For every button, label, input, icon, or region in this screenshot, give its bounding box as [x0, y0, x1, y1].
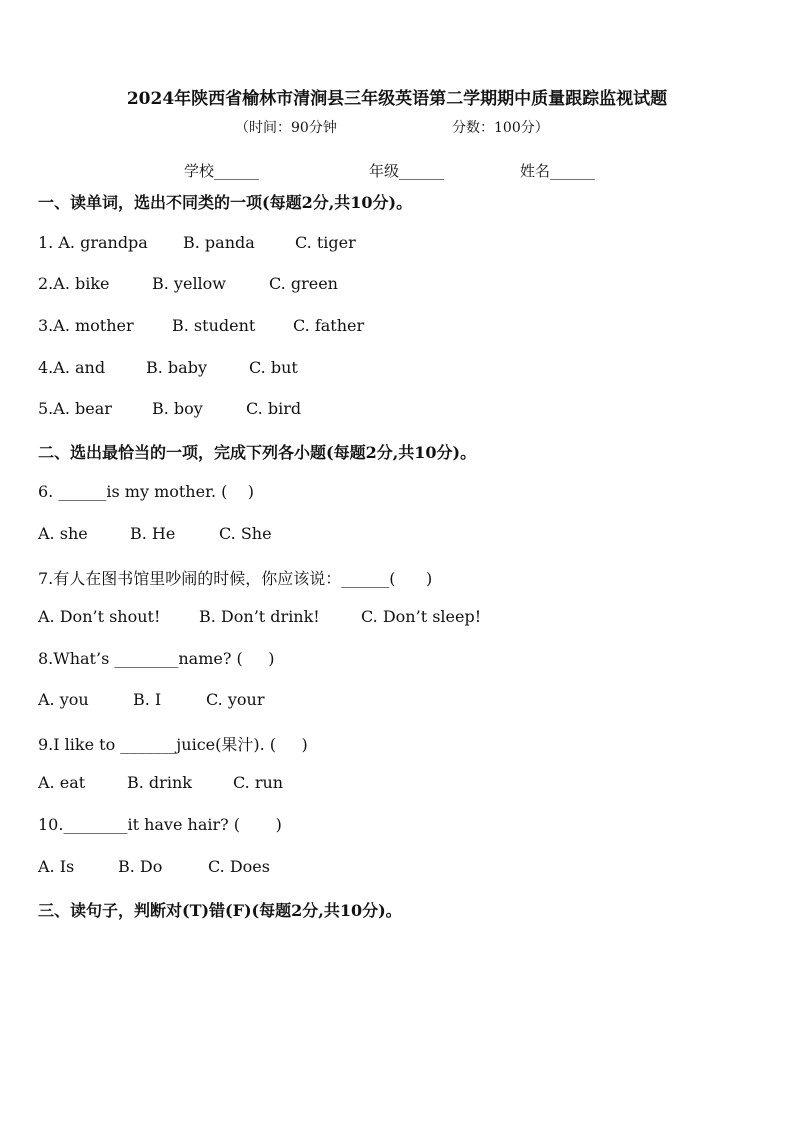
total-score: 分数：100分） — [452, 120, 549, 136]
q9-option-c: C. run — [233, 773, 284, 792]
q7-option-b: B. Don’t drink! — [199, 607, 320, 626]
section-2-heading: 二、选出最恰当的一项，完成下列各小题(每题2分,共10分)。 — [38, 443, 477, 462]
q3-option-c: C. father — [293, 316, 365, 335]
q2-option-c: C. green — [269, 274, 338, 293]
section-1-heading: 一、读单词，选出不同类的一项(每题2分,共10分)。 — [38, 193, 413, 212]
name-field: 姓名______ — [520, 162, 596, 180]
q8-option-b: B. I — [133, 690, 162, 709]
q2-option-b: B. yellow — [152, 274, 226, 293]
page-title: 2024年陕西省榆林市清涧县三年级英语第二学期期中质量跟踪监视试题 — [126, 89, 668, 109]
q10-option-b: B. Do — [118, 857, 163, 876]
q5-option-b: B. boy — [152, 399, 203, 418]
time-limit: （时间：90分钟 — [235, 120, 337, 136]
q2-option-a: 2.A. bike — [38, 274, 110, 293]
q9-option-b: B. drink — [127, 773, 192, 792]
q10-option-c: C. Does — [208, 857, 270, 876]
q7-option-c: C. Don’t sleep! — [361, 607, 482, 626]
q8-option-a: A. you — [38, 690, 89, 709]
q4-option-a: 4.A. and — [38, 358, 106, 377]
q6-option-b: B. He — [130, 524, 176, 543]
q4-option-b: B. baby — [146, 358, 207, 377]
q1-option-a: 1. A. grandpa — [38, 233, 148, 252]
q7-question: 7.有人在图书馆里吵闹的时候，你应该说：______( ) — [38, 569, 433, 588]
q7-option-a: A. Don’t shout! — [38, 607, 161, 626]
q9-option-a: A. eat — [38, 773, 86, 792]
q8-question: 8.What’s ________name? ( ) — [38, 649, 275, 668]
q1-option-b: B. panda — [183, 233, 255, 252]
q3-option-a: 3.A. mother — [38, 316, 134, 335]
q1-option-c: C. tiger — [295, 233, 356, 252]
q5-option-a: 5.A. bear — [38, 399, 112, 418]
section-3-heading: 三、读句子，判断对(T)错(F)(每题2分,共10分)。 — [38, 901, 402, 920]
q6-question: 6. ______is my mother. ( ) — [38, 482, 254, 501]
q10-option-a: A. Is — [38, 857, 75, 876]
grade-field: 年级______ — [369, 162, 445, 180]
q5-option-c: C. bird — [246, 399, 302, 418]
school-field: 学校______ — [184, 162, 260, 180]
q8-option-c: C. your — [206, 690, 265, 709]
q6-option-a: A. she — [38, 524, 88, 543]
q3-option-b: B. student — [172, 316, 256, 335]
q4-option-c: C. but — [249, 358, 298, 377]
q6-option-c: C. She — [219, 524, 272, 543]
q10-question: 10.________it have hair? ( ) — [38, 815, 282, 834]
q9-question: 9.I like to _______juice(果汁). ( ) — [38, 735, 308, 754]
